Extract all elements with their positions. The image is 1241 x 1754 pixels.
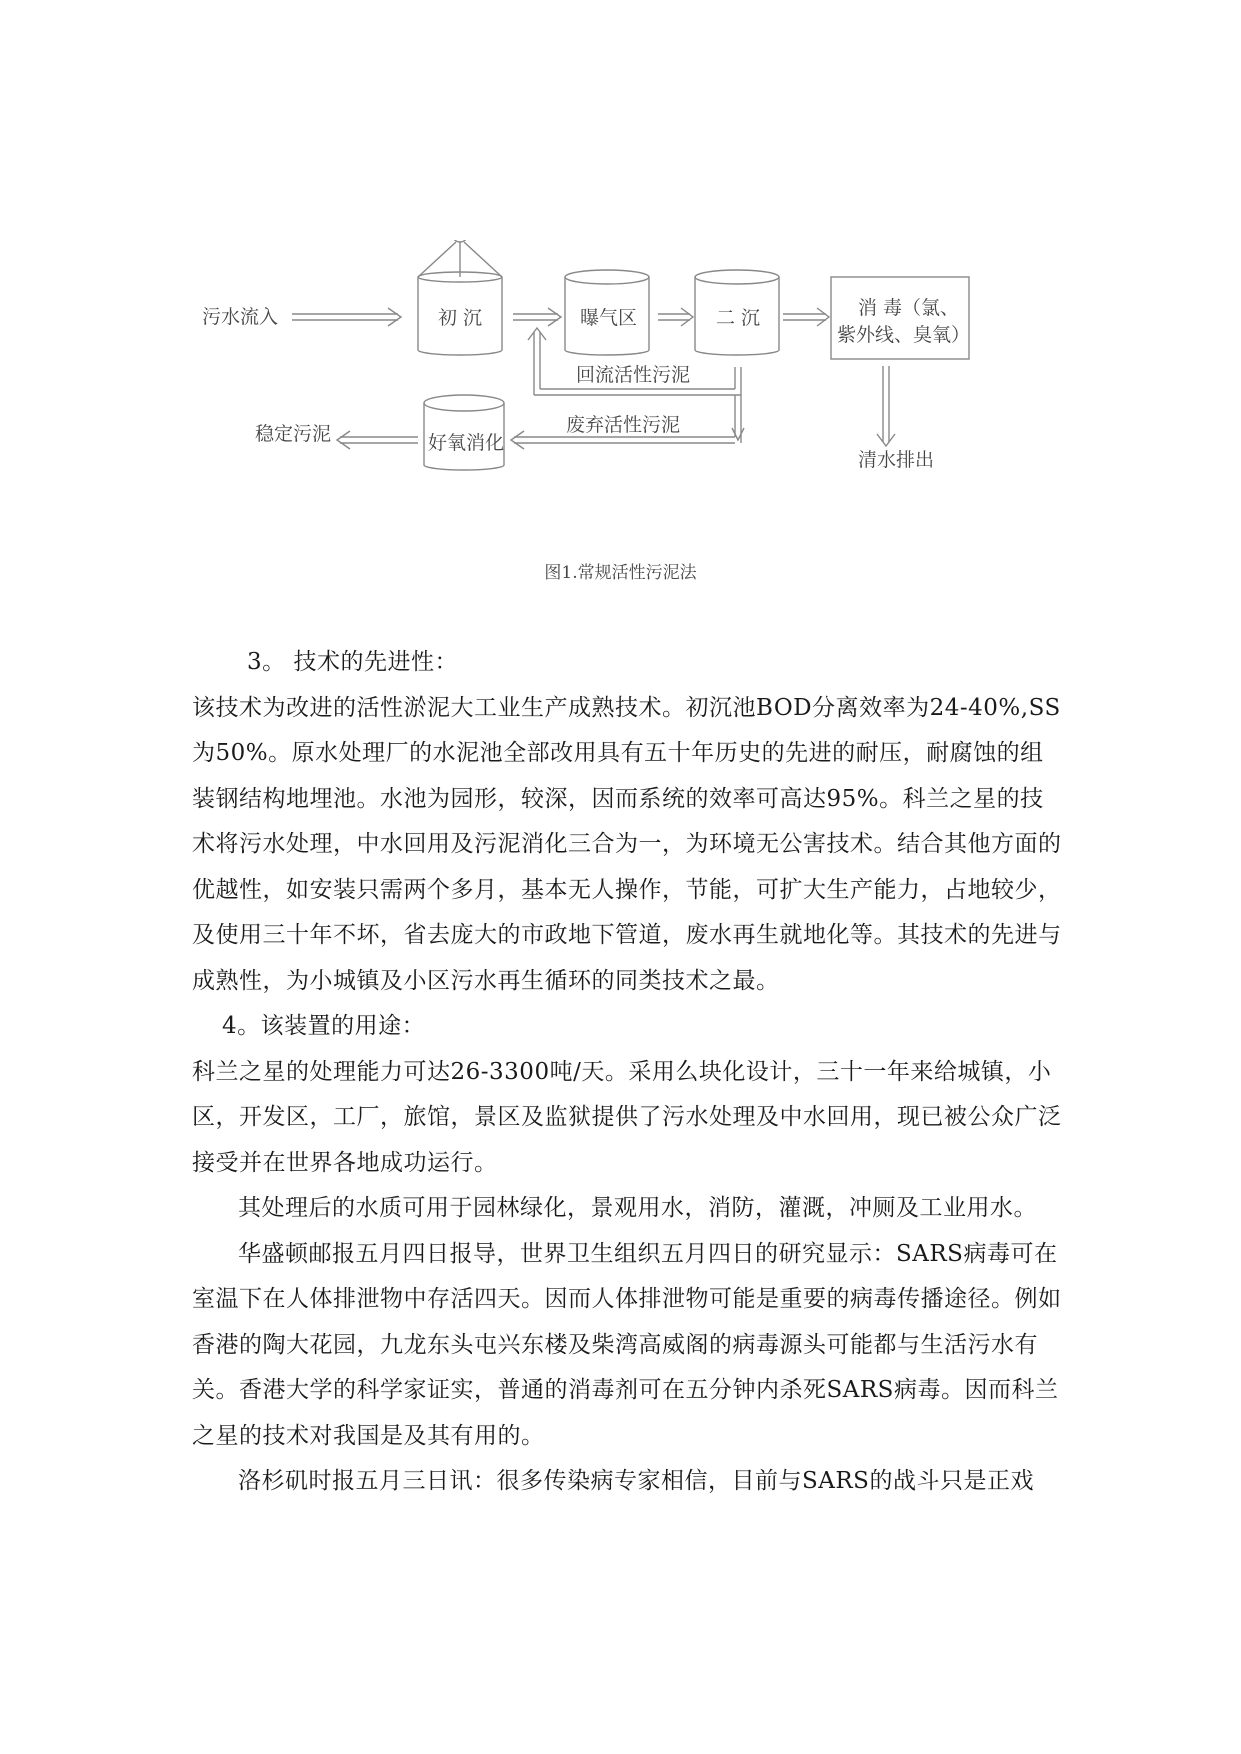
- label-stable-sludge: 稳定污泥: [255, 423, 332, 445]
- section4-heading: 4。该装置的用途：: [222, 1013, 426, 1039]
- label-inflow: 污水流入: [202, 306, 279, 328]
- label-aeration: 曝气区: [580, 307, 638, 329]
- figure-caption: 图1.常规活性污泥法: [544, 563, 697, 583]
- label-secondary: 二 沉: [716, 307, 761, 329]
- activated-sludge-diagram: [200, 240, 1120, 540]
- label-disinfect-1: 消 毒（氯、: [858, 297, 960, 319]
- section3-heading: 3。 技术的先进性：: [247, 649, 458, 675]
- section4-paragraph: 科兰之星的处理能力可达26-3300吨/天。采用么块化设计，三十一年来给城镇，小区，开发区，工厂，旅馆，景区及监狱提供了污水处理及中水回用，现已被公众广泛接受并在世界各地成功运行。: [192, 1058, 1062, 1176]
- body-text: [192, 640, 1062, 1505]
- paragraph-la-times: 洛杉矶时报五月三日讯：很多传染病专家相信，目前与SARS的战斗只是正戏: [238, 1468, 1034, 1494]
- label-disinfect-2: 紫外线、臭氧）: [837, 324, 971, 346]
- paragraph-washington-post: 华盛顿邮报五月四日报导，世界卫生组织五月四日的研究显示：SARS病毒可在室温下在人体排泄物中存活四天。因而人体排泄物可能是重要的病毒传播途径。例如香港的陶大花园，九龙东头屯兴东楼及柴湾高威阁的病毒源头可能都与生活污水有关。香港大学的科学家证实，普通的消毒剂可在五分钟内杀死SARS病毒。因而科兰之星的技术对我国是及其有用的。: [192, 1240, 1062, 1449]
- section3-paragraph: 该技术为改进的活性淤泥大工业生产成熟技术。初沉池BOD分离效率为24-40%,SS为50%。原水处理厂的水泥池全部改用具有五十年历史的先进的耐压，耐腐蚀的组装钢结构地埋池。水池为园形，较深，因而系统的效率可高达95%。科兰之星的技术将污水处理，中水回用及污泥消化三合为一，为环境无公害技术。结合其他方面的优越性，如安装只需两个多月，基本无人操作，节能，可扩大生产能力，占地较少，及使用三十年不坏，省去庞大的市政地下管道，废水再生就地化等。其技术的先进与成熟性，为小城镇及小区污水再生循环的同类技术之最。: [192, 694, 1062, 994]
- label-primary: 初 沉: [438, 307, 483, 329]
- primary-clarifier-tank: [418, 240, 502, 355]
- label-return-sludge: 回流活性污泥: [576, 364, 691, 386]
- label-waste-sludge: 废弃活性污泥: [566, 414, 681, 436]
- label-clean-out: 清水排出: [858, 449, 935, 471]
- paragraph-water-use: 其处理后的水质可用于园林绿化，景观用水，消防，灌溉，冲厕及工业用水。: [238, 1195, 1037, 1221]
- label-aerobic-digestion: 好氧消化: [428, 432, 505, 454]
